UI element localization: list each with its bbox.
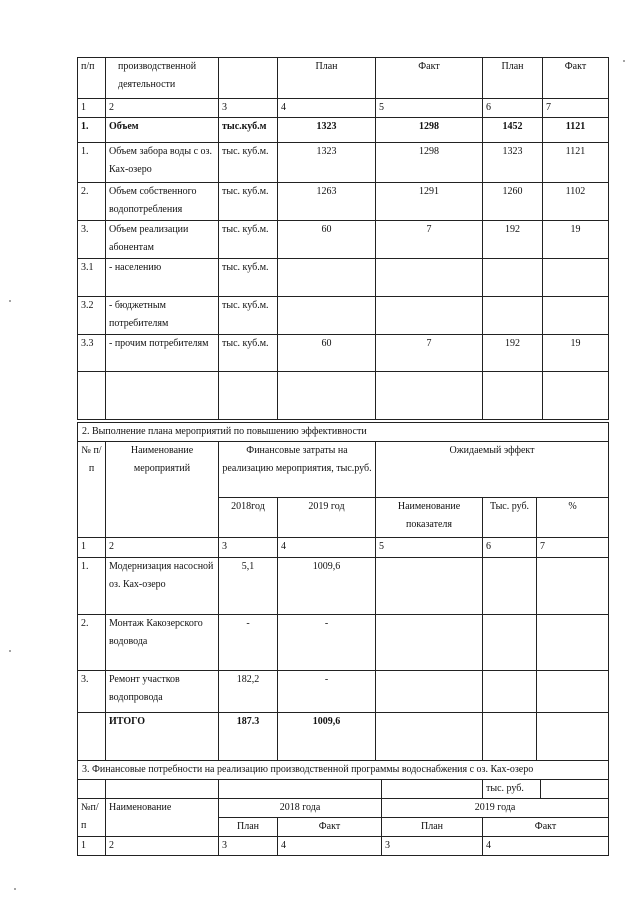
measure-name: Модернизация насосной оз. Ках-озеро xyxy=(106,558,219,615)
row-unit: тыс. куб.м. xyxy=(219,143,278,183)
scan-speck xyxy=(14,888,16,890)
column-number: 5 xyxy=(376,99,483,118)
header-cell: п/п xyxy=(78,58,106,99)
header-number: № п/п xyxy=(78,442,106,538)
row-name: - населению xyxy=(106,259,219,297)
section-3-title: 3. Финансовые потребности на реализацию производственной программы водоснабжения с оз. Ках-озеро xyxy=(78,761,609,780)
plan-2018-cell xyxy=(278,259,376,297)
header-measure-name: Наименование мероприятий xyxy=(106,442,219,538)
column-number: 3 xyxy=(382,837,483,856)
scan-speck xyxy=(623,60,625,62)
unit-label: тыс. руб. xyxy=(483,780,541,799)
column-number-row xyxy=(78,837,609,856)
row-number: 1. xyxy=(78,118,106,143)
header-fact-2018: Факт xyxy=(278,818,382,837)
header-cell: Факт xyxy=(543,58,609,99)
cost-2019-cell: - xyxy=(278,615,376,671)
unit-row xyxy=(78,780,609,799)
column-number: 3 xyxy=(219,99,278,118)
column-number: 1 xyxy=(78,837,106,856)
fact-2019-cell: 19 xyxy=(543,335,609,372)
header-fact-2019: Факт xyxy=(483,818,609,837)
column-number: 6 xyxy=(483,538,537,558)
fact-2018-cell xyxy=(376,297,483,335)
row-name: Объем реализации абонентам xyxy=(106,221,219,259)
header-cell: План xyxy=(278,58,376,99)
plan-2019-cell xyxy=(483,297,543,335)
row-name: Объем xyxy=(106,118,219,143)
header-number: №п/п xyxy=(78,799,106,837)
column-number: 3 xyxy=(219,538,278,558)
row-unit: тыс. куб.м. xyxy=(219,297,278,335)
column-number: 2 xyxy=(106,538,219,558)
row-number: 3.3 xyxy=(78,335,106,372)
table-row xyxy=(78,615,609,671)
row-unit: тыс. куб.м. xyxy=(219,183,278,221)
header-expected-effect: Ожидаемый эффект xyxy=(376,442,609,498)
column-number: 4 xyxy=(278,837,382,856)
row-number: 3. xyxy=(78,221,106,259)
total-row xyxy=(78,713,609,761)
fact-2019-cell: 19 xyxy=(543,221,609,259)
table-header-row xyxy=(78,58,609,99)
header-cell: производственной деятельности xyxy=(106,58,219,99)
header-2019: 2019 года xyxy=(382,799,609,818)
measure-name: Ремонт участков водопровода xyxy=(106,671,219,713)
row-name: Объем забора воды с оз. Ках-озеро xyxy=(106,143,219,183)
cost-2018-cell: 5,1 xyxy=(219,558,278,615)
row-unit: тыс. куб.м. xyxy=(219,259,278,297)
plan-2019-cell: 1323 xyxy=(483,143,543,183)
fact-2019-cell: 1121 xyxy=(543,143,609,183)
header-cell: План xyxy=(483,58,543,99)
header-2018: 2018год xyxy=(219,498,278,538)
fact-2018-cell: 1291 xyxy=(376,183,483,221)
header-cell xyxy=(219,58,278,99)
fact-2019-cell: 1121 xyxy=(543,118,609,143)
row-number: 1. xyxy=(78,143,106,183)
section-title-row xyxy=(78,761,609,780)
header-2018: 2018 года xyxy=(219,799,382,818)
section-title-row xyxy=(78,423,609,442)
column-number: 1 xyxy=(78,538,106,558)
row-number: 3.1 xyxy=(78,259,106,297)
section-2-title: 2. Выполнение плана мероприятий по повышению эффективности xyxy=(78,423,609,442)
column-number: 3 xyxy=(219,837,278,856)
header-thousand-rub: Тыс. руб. xyxy=(483,498,537,538)
row-number: 2. xyxy=(78,183,106,221)
table-row xyxy=(78,259,609,297)
plan-2018-cell: 60 xyxy=(278,221,376,259)
column-number: 4 xyxy=(278,99,376,118)
plan-2018-cell: 1323 xyxy=(278,118,376,143)
column-number: 7 xyxy=(543,99,609,118)
column-number: 4 xyxy=(278,538,376,558)
measure-name: Монтаж Какозерского водовода xyxy=(106,615,219,671)
header-plan-2019: План xyxy=(382,818,483,837)
row-number: 3. xyxy=(78,671,106,713)
row-name: - бюджетным потребителям xyxy=(106,297,219,335)
efficiency-measures-table xyxy=(77,422,609,761)
column-number: 5 xyxy=(376,538,483,558)
table-row xyxy=(78,335,609,372)
table-header-row xyxy=(78,799,609,818)
fact-2018-cell: 7 xyxy=(376,221,483,259)
table-row xyxy=(78,671,609,713)
plan-2019-cell: 1452 xyxy=(483,118,543,143)
row-unit: тыс. куб.м. xyxy=(219,221,278,259)
row-number: 1. xyxy=(78,558,106,615)
table-row xyxy=(78,221,609,259)
column-number: 2 xyxy=(106,837,219,856)
plan-2018-cell: 1323 xyxy=(278,143,376,183)
fact-2019-cell xyxy=(543,259,609,297)
row-unit: тыс.куб.м xyxy=(219,118,278,143)
table-row xyxy=(78,183,609,221)
plan-2019-cell: 1260 xyxy=(483,183,543,221)
fact-2019-cell xyxy=(543,297,609,335)
plan-2018-cell: 1263 xyxy=(278,183,376,221)
column-number: 7 xyxy=(537,538,609,558)
header-financial-costs: Финансовые затраты на реализацию мероприятия, тыс.руб. xyxy=(219,442,376,498)
plan-2019-cell: 192 xyxy=(483,221,543,259)
column-number: 6 xyxy=(483,99,543,118)
cost-2019-cell: 1009,6 xyxy=(278,558,376,615)
production-volume-table xyxy=(77,57,609,420)
financial-needs-table xyxy=(77,760,609,856)
table-row xyxy=(78,143,609,183)
total-2019-cell: 1009,6 xyxy=(278,713,376,761)
column-number: 4 xyxy=(483,837,609,856)
fact-2018-cell: 1298 xyxy=(376,118,483,143)
row-number: 2. xyxy=(78,615,106,671)
plan-2018-cell: 60 xyxy=(278,335,376,372)
row-number: 3.2 xyxy=(78,297,106,335)
table-row xyxy=(78,558,609,615)
row-name: - прочим потребителям xyxy=(106,335,219,372)
fact-2018-cell: 7 xyxy=(376,335,483,372)
table-header-row xyxy=(78,442,609,498)
header-plan-2018: План xyxy=(219,818,278,837)
plan-2019-cell xyxy=(483,259,543,297)
row-unit: тыс. куб.м. xyxy=(219,335,278,372)
header-percent: % xyxy=(537,498,609,538)
header-indicator-name: Наименование показателя xyxy=(376,498,483,538)
scan-speck xyxy=(9,650,11,652)
fact-2018-cell xyxy=(376,259,483,297)
scan-speck xyxy=(9,300,11,302)
plan-2019-cell: 192 xyxy=(483,335,543,372)
column-number-row xyxy=(78,99,609,118)
header-cell: Факт xyxy=(376,58,483,99)
empty-row xyxy=(78,372,609,420)
column-number-row xyxy=(78,538,609,558)
cost-2018-cell: 182,2 xyxy=(219,671,278,713)
header-name: Наименование xyxy=(106,799,219,837)
row-name: Объем собственного водопотребления xyxy=(106,183,219,221)
column-number: 2 xyxy=(106,99,219,118)
fact-2018-cell: 1298 xyxy=(376,143,483,183)
column-number: 1 xyxy=(78,99,106,118)
fact-2019-cell: 1102 xyxy=(543,183,609,221)
total-2018-cell: 187.3 xyxy=(219,713,278,761)
table-row xyxy=(78,118,609,143)
cost-2019-cell: - xyxy=(278,671,376,713)
header-2019: 2019 год xyxy=(278,498,376,538)
total-label: ИТОГО xyxy=(106,713,219,761)
plan-2018-cell xyxy=(278,297,376,335)
table-row xyxy=(78,297,609,335)
cost-2018-cell: - xyxy=(219,615,278,671)
